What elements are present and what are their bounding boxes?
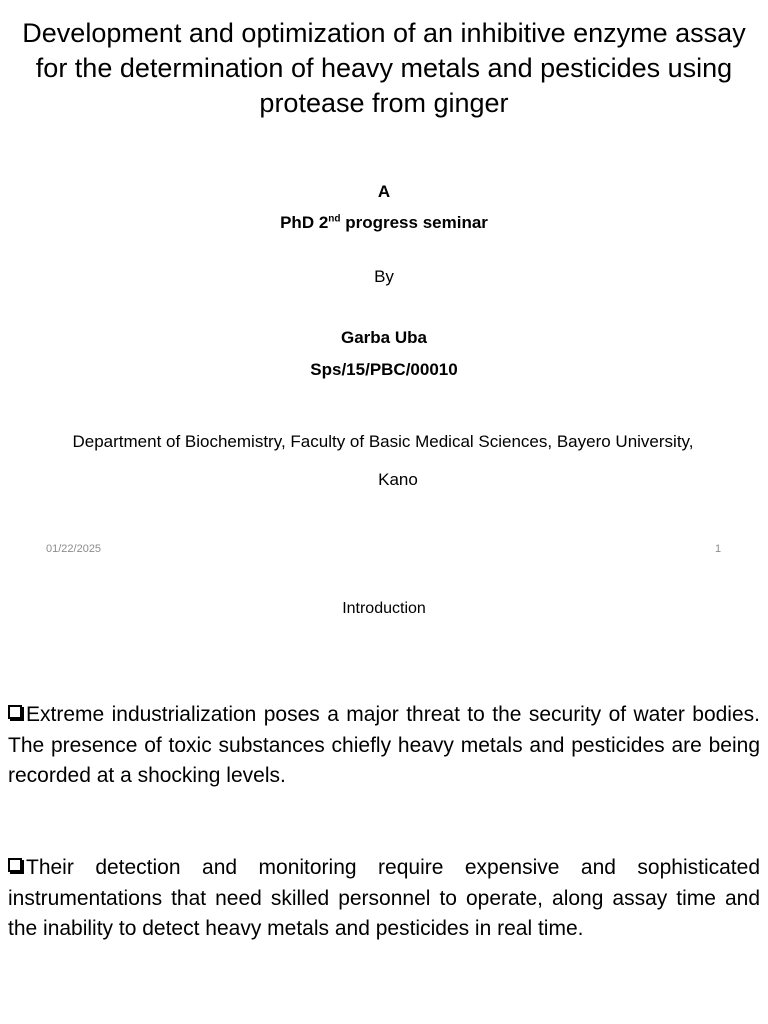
- bullet-point-2: [8, 853, 760, 945]
- checkbox-icon: [8, 858, 22, 872]
- slide-number: 1: [715, 543, 722, 555]
- seminar-label: [0, 212, 768, 234]
- department-line-2: Kano: [378, 470, 418, 489]
- slide-title: Development and optimization of an inhibitive enzyme assay for the determination of heavy metals and pesticides using protease from ginger: [22, 18, 746, 118]
- bullet-point-1: [8, 700, 760, 792]
- slide-date: 01/22/2025: [46, 543, 102, 555]
- bullet-text: Extreme industrialization poses a major threat to the security of water bodies. The presence of toxic substances chiefly heavy metals and pesticides are being recorded at a shocking levels.: [8, 703, 760, 787]
- bullet-text: Their detection and monitoring require expensive and sophisticated instrumentations that need skilled personnel to operate, along assay time and the inability to detect heavy metals and pesticides in real time.: [8, 856, 760, 940]
- presentation-type-a: A: [377, 182, 391, 201]
- seminar-ordinal: nd: [328, 213, 341, 225]
- seminar-suffix: progress seminar: [340, 213, 488, 232]
- introduction-slide: [0, 570, 768, 1024]
- checkbox-icon: [8, 705, 22, 719]
- department-line-1: Department of Biochemistry, Faculty of Basic Medical Sciences, Bayero University,: [72, 432, 694, 451]
- introduction-heading: Introduction: [342, 600, 426, 617]
- registration-number: Sps/15/PBC/00010: [310, 360, 458, 379]
- by-label: By: [374, 267, 394, 286]
- seminar-prefix: PhD 2: [280, 213, 329, 232]
- author-name: Garba Uba: [341, 328, 427, 347]
